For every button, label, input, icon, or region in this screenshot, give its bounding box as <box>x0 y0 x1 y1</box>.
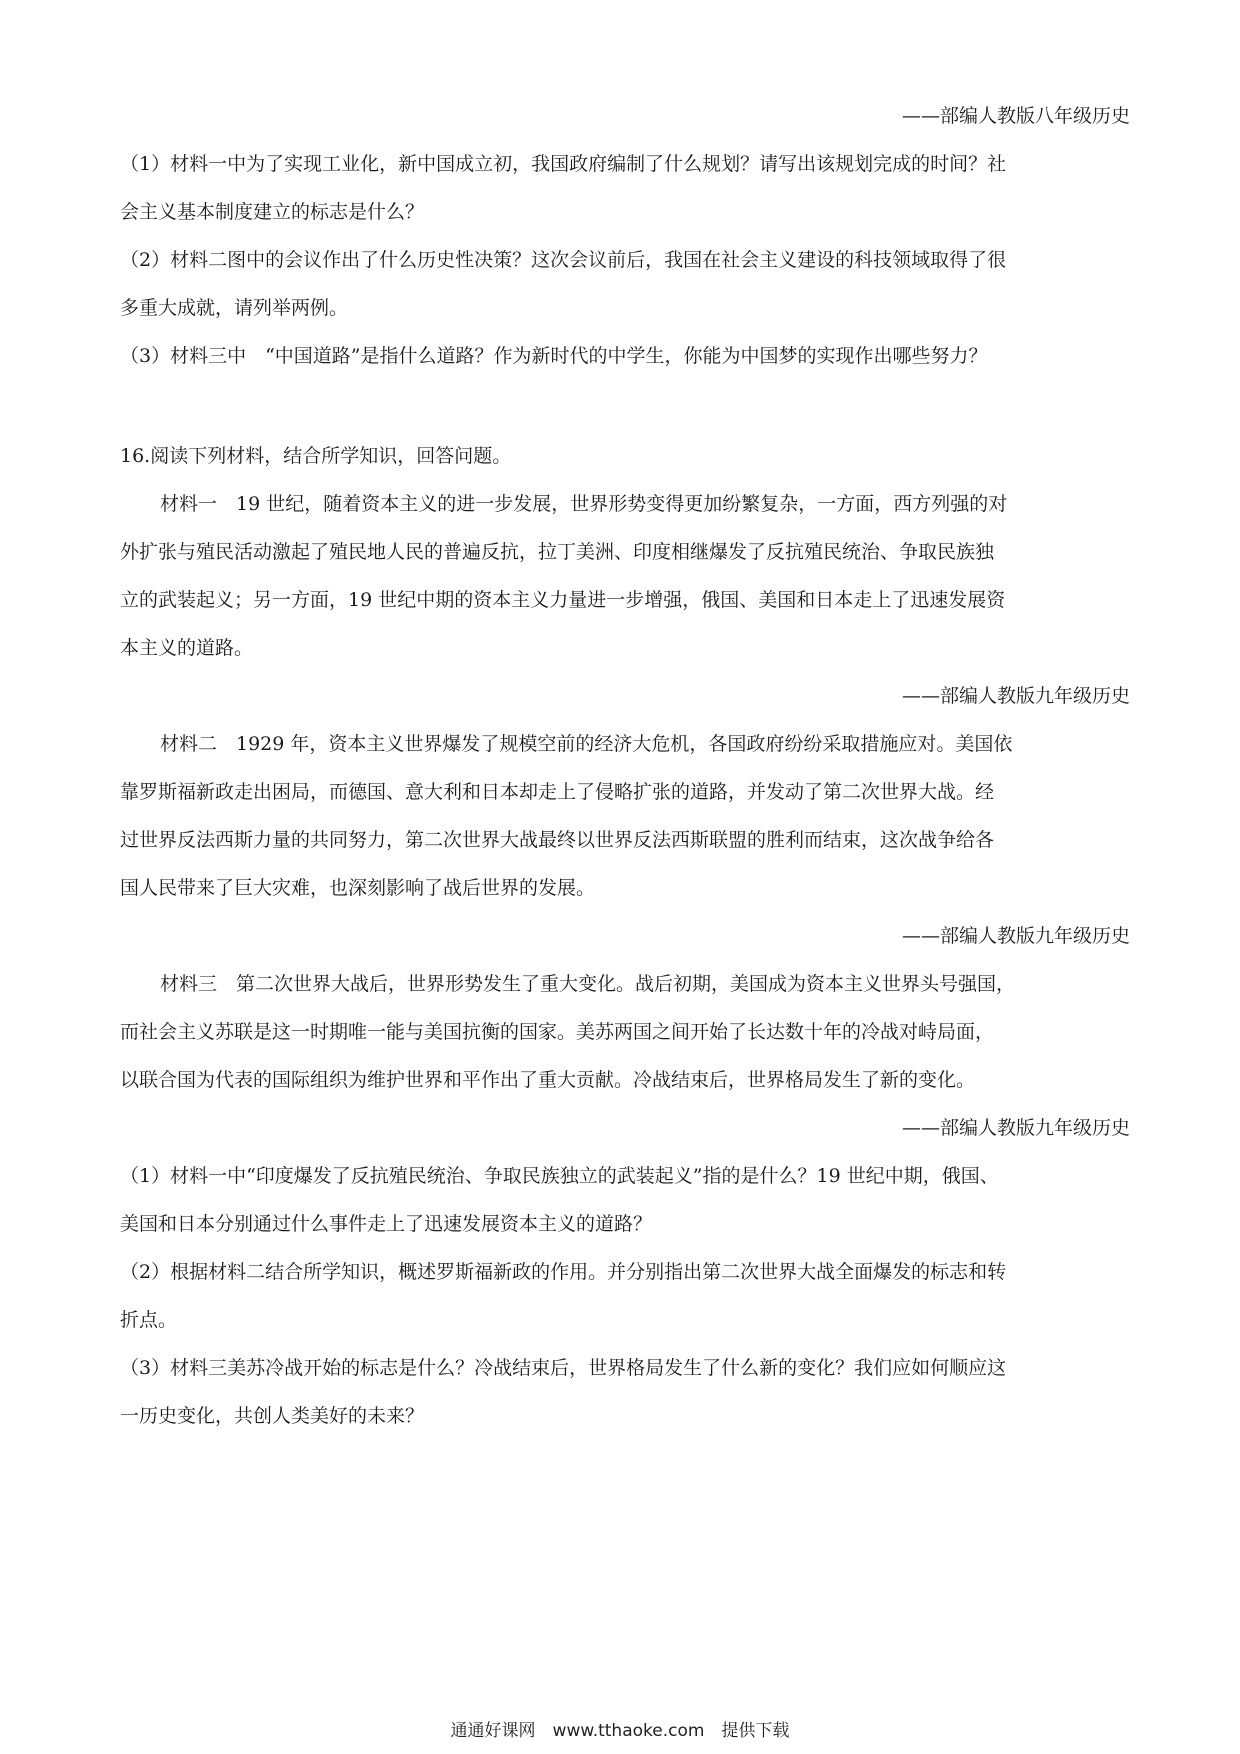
source-citation: ——部编人教版九年级历史 <box>901 925 1130 947</box>
material-paragraph-line: 靠罗斯福新政走出困局，而德国、意大利和日本却走上了侵略扩张的道路，并发动了第二次世界大战。经 <box>120 781 995 803</box>
question-text: （3）材料三中 “中国道路”是指什么道路？作为新时代的中学生，你能为中国梦的实现作出哪些努力？ <box>120 345 988 367</box>
page-footer: 通通好课网 www.tthaoke.com 提供下载 <box>450 1721 790 1741</box>
material-paragraph-line: 材料三 第二次世界大战后，世界形势发生了重大变化。战后初期，美国成为资本主义世界头号强国， <box>160 973 1016 995</box>
question-text: （2）根据材料二结合所学知识，概述罗斯福新政的作用。并分别指出第二次世界大战全面爆发的标志和转 <box>120 1261 1007 1283</box>
material-paragraph-line: 材料一 19 世纪，随着资本主义的进一步发展，世界形势变得更加纷繁复杂，一方面，西方列强的对 <box>160 493 1008 515</box>
question-text: （2）材料二图中的会议作出了什么历史性决策？这次会议前后，我国在社会主义建设的科技领域取得了很 <box>120 249 1007 271</box>
question-text: 折点。 <box>120 1309 178 1331</box>
question-text: 一历史变化，共创人类美好的未来？ <box>120 1405 425 1427</box>
question-title: 16.阅读下列材料，结合所学知识，回答问题。 <box>120 445 512 467</box>
material-paragraph-line: 立的武装起义；另一方面，19 世纪中期的资本主义力量进一步增强，俄国、美国和日本走上了迅速发展资 <box>120 589 1006 611</box>
material-paragraph-line: 材料二 1929 年，资本主义世界爆发了规模空前的经济大危机，各国政府纷纷采取措施应对。美国依 <box>160 733 1013 755</box>
source-citation: ——部编人教版九年级历史 <box>901 1117 1130 1139</box>
source-citation: ——部编人教版八年级历史 <box>901 105 1130 127</box>
question-text: （1）材料一中为了实现工业化，新中国成立初，我国政府编制了什么规划？请写出该规划完成的时间？社 <box>120 153 1007 175</box>
question-text: 多重大成就，请列举两例。 <box>120 297 349 319</box>
material-paragraph-line: 以联合国为代表的国际组织为维护世界和平作出了重大贡献。冷战结束后，世界格局发生了新的变化。 <box>120 1069 976 1091</box>
material-paragraph-line: 过世界反法西斯力量的共同努力，第二次世界大战最终以世界反法西斯联盟的胜利而结束，这次战争给各 <box>120 829 995 851</box>
question-text: 美国和日本分别通过什么事件走上了迅速发展资本主义的道路？ <box>120 1213 653 1235</box>
material-paragraph-line: 外扩张与殖民活动激起了殖民地人民的普遍反抗，拉丁美洲、印度相继爆发了反抗殖民统治、争取民族独 <box>120 541 995 563</box>
question-text: （3）材料三美苏冷战开始的标志是什么？冷战结束后，世界格局发生了什么新的变化？我们应如何顺应这 <box>120 1357 1007 1379</box>
source-citation: ——部编人教版九年级历史 <box>901 685 1130 707</box>
material-paragraph-line: 本主义的道路。 <box>120 637 254 659</box>
question-text: 会主义基本制度建立的标志是什么？ <box>120 201 425 223</box>
question-text: （1）材料一中“印度爆发了反抗殖民统治、争取民族独立的武装起义”指的是什么？19 世纪中期，俄国、 <box>120 1165 999 1187</box>
material-paragraph-line: 而社会主义苏联是这一时期唯一能与美国抗衡的国家。美苏两国之间开始了长达数十年的冷战对峙局面， <box>120 1021 995 1043</box>
material-paragraph-line: 国人民带来了巨大灾难，也深刻影响了战后世界的发展。 <box>120 877 596 899</box>
